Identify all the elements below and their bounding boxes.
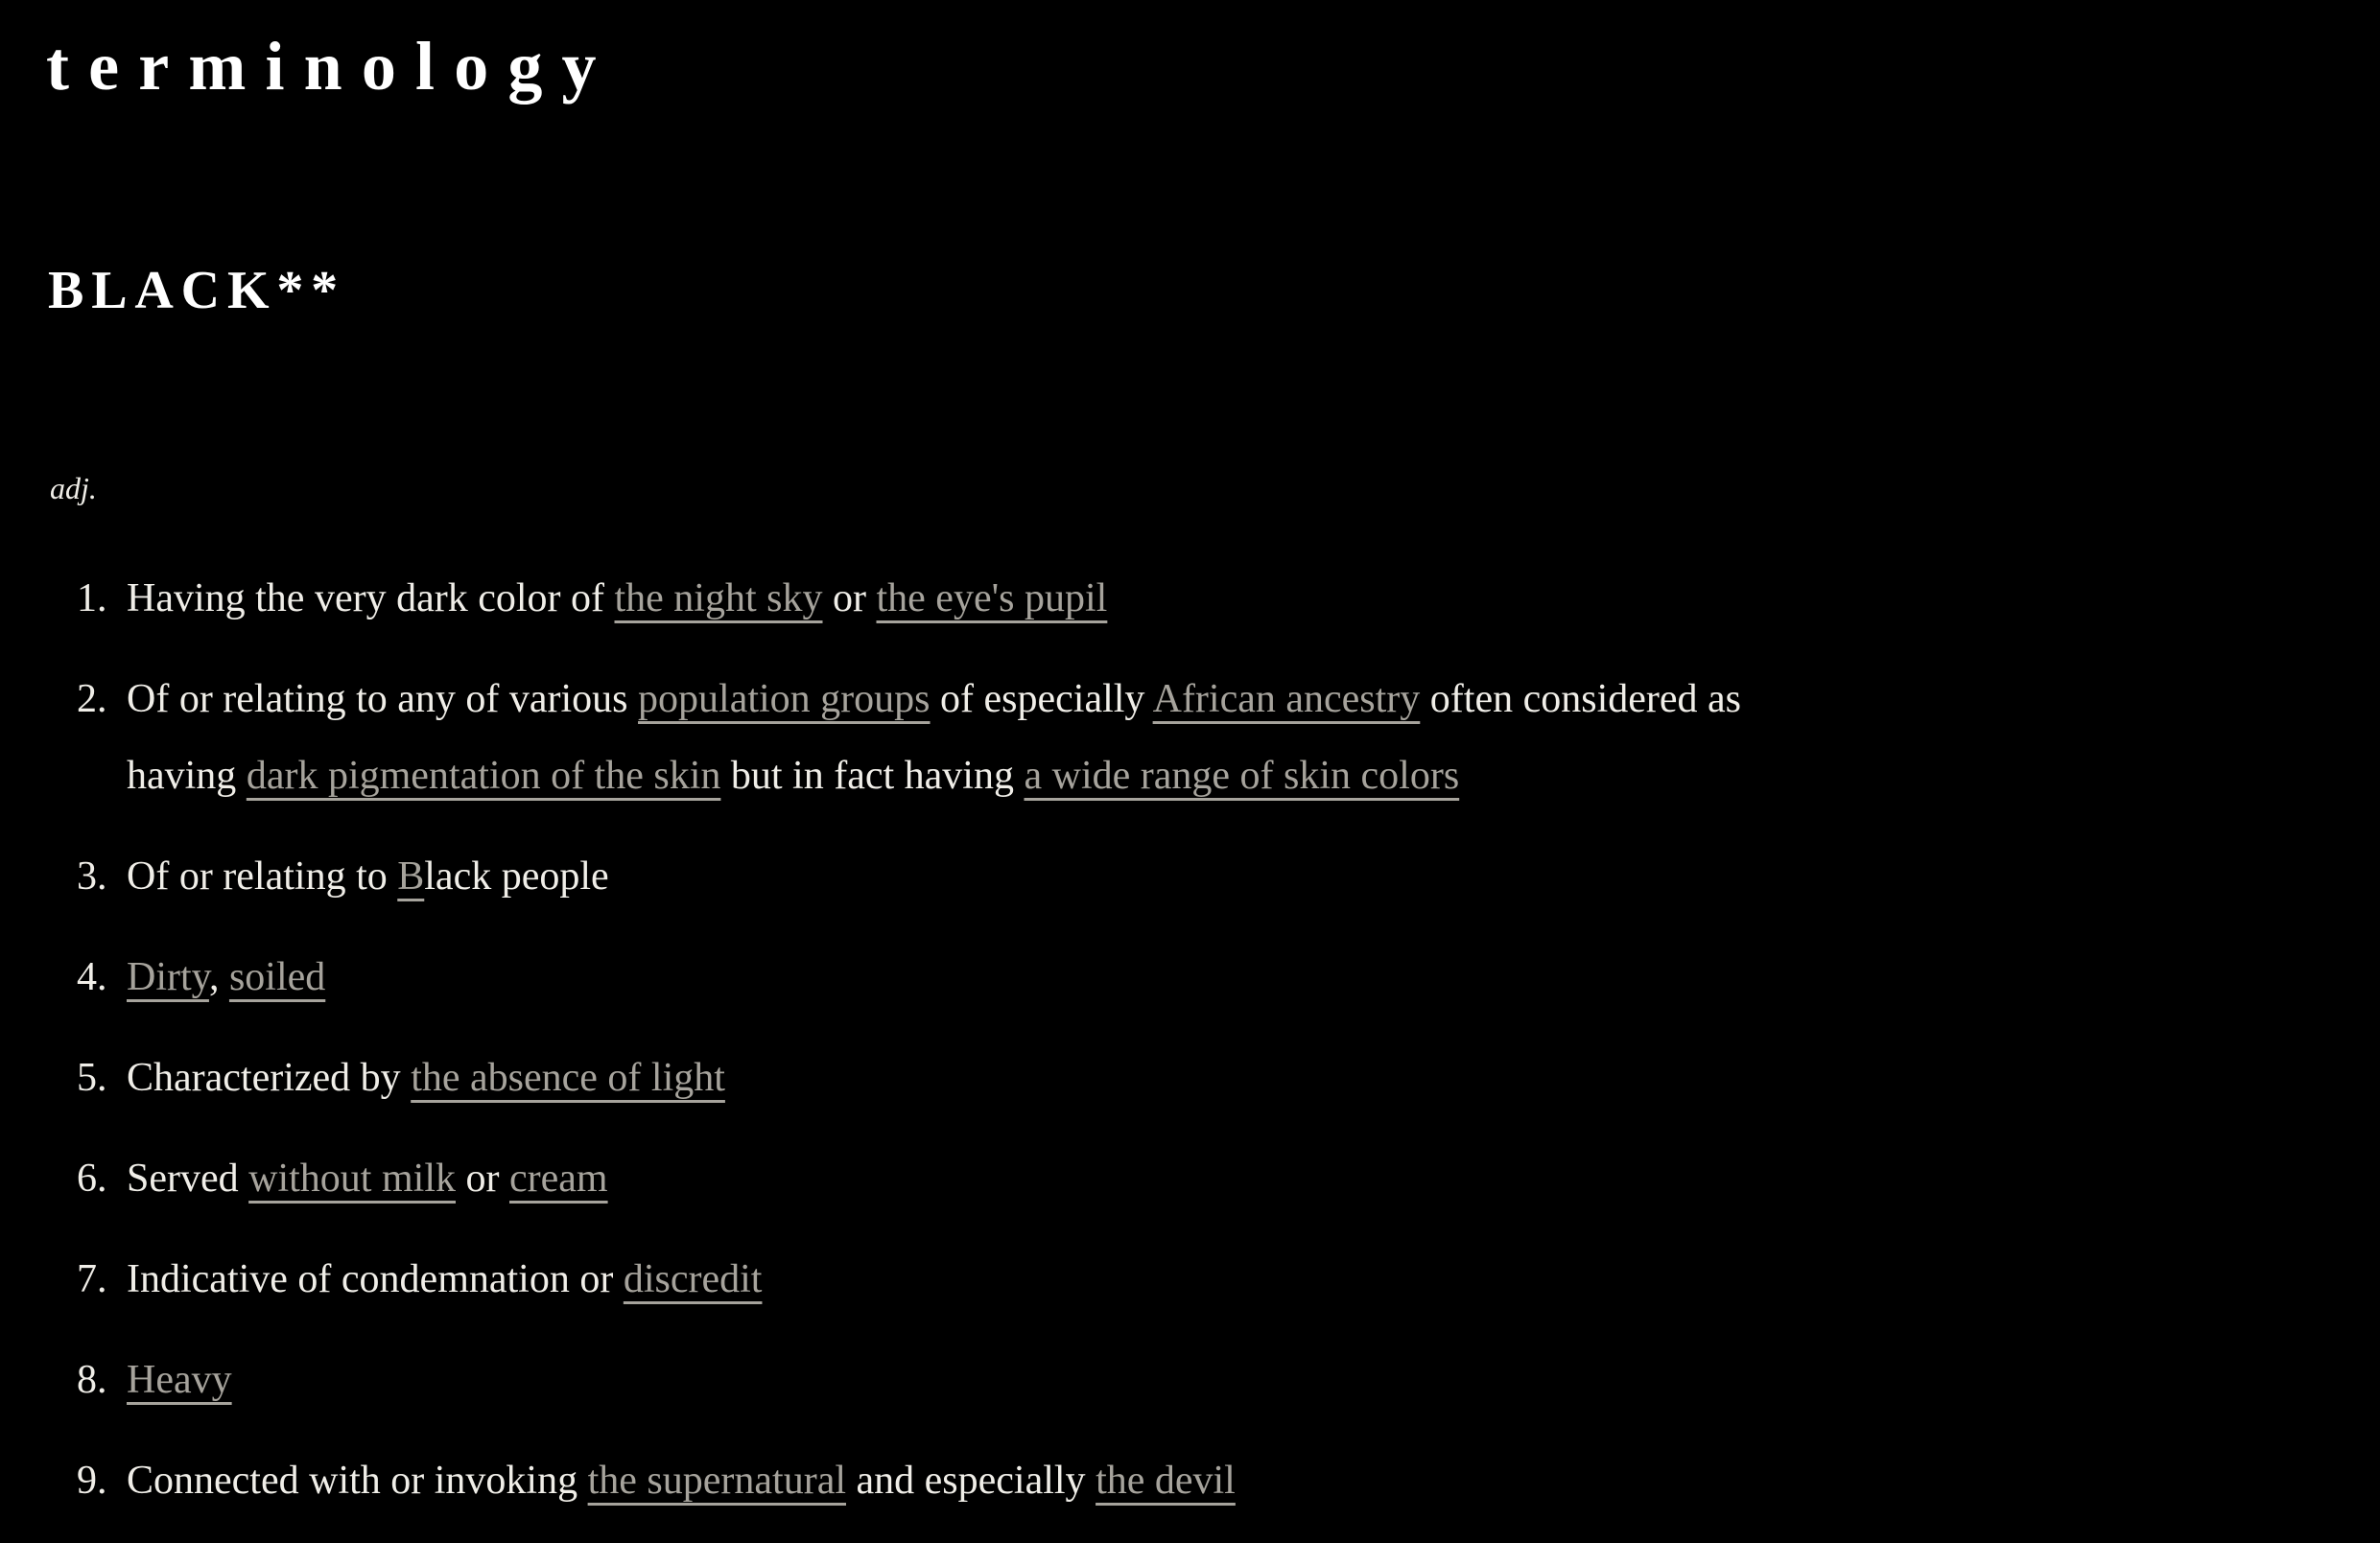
definition-link[interactable]: population groups: [638, 677, 931, 721]
definition-link[interactable]: the absence of light: [411, 1056, 725, 1100]
definition-link[interactable]: cream: [509, 1157, 608, 1201]
definition-number: 7.: [77, 1257, 107, 1301]
definition-text-segment: often considered as: [1420, 677, 1742, 721]
definitions-list: [77, 560, 2322, 1543]
definition-item: [77, 1442, 2322, 1519]
definition-text-segment: Characterized by: [127, 1056, 412, 1100]
definition-number: 6.: [77, 1157, 107, 1201]
definition-number: 4.: [77, 955, 107, 999]
definition-text-segment: of especially: [930, 677, 1153, 721]
part-of-speech-label: adj.: [50, 471, 97, 505]
definition-number: 2.: [77, 677, 107, 721]
definition-text-segment: ,: [208, 955, 229, 999]
definition-text-segment: Having the very dark color of: [127, 576, 615, 620]
term-headword: BLACK**: [48, 261, 346, 320]
definition-link[interactable]: B: [397, 854, 425, 899]
definition-link[interactable]: Heavy: [127, 1358, 232, 1402]
page-title: terminology: [46, 28, 616, 105]
definition-number: 3.: [77, 854, 107, 899]
definition-text-segment: Indicative of condemnation or: [127, 1257, 624, 1301]
definition-text: [127, 1140, 2322, 1217]
definition-text: [127, 1342, 2322, 1418]
definition-text: [127, 661, 2322, 814]
definition-link[interactable]: discredit: [623, 1257, 763, 1301]
definition-link[interactable]: the supernatural: [587, 1459, 846, 1503]
definition-number: 5.: [77, 1056, 107, 1100]
definition-item: [77, 560, 2322, 637]
definition-link[interactable]: Dirty: [127, 955, 209, 999]
definition-text-segment: Served: [127, 1157, 249, 1201]
definition-item: [77, 1241, 2322, 1318]
definition-text-segment: having: [127, 754, 247, 798]
definition-text-segment: Connected with or invoking: [127, 1459, 588, 1503]
definition-item: [77, 1140, 2322, 1217]
definition-text-segment: Of or relating to: [127, 854, 398, 899]
definition-item: [77, 939, 2322, 1016]
definition-link[interactable]: a wide range of skin colors: [1024, 754, 1460, 798]
definition-text-segment: or: [822, 576, 877, 620]
definition-text-segment: or: [456, 1157, 509, 1201]
definition-number: 8.: [77, 1358, 107, 1402]
definition-text: [127, 1040, 2322, 1116]
definition-item: [77, 661, 2322, 814]
definition-link[interactable]: dark pigmentation of the skin: [246, 754, 721, 798]
definition-number: 1.: [77, 576, 107, 620]
definition-text: [127, 1442, 2322, 1519]
definition-text-segment: but in fact having: [720, 754, 1025, 798]
definition-text-segment: and especially: [846, 1459, 1096, 1503]
definition-link[interactable]: the eye's pupil: [876, 576, 1108, 620]
definition-number: 9.: [77, 1459, 107, 1503]
definition-text: [127, 939, 2322, 1016]
definition-text: [127, 1241, 2322, 1318]
definition-link[interactable]: the night sky: [614, 576, 823, 620]
definition-link[interactable]: without milk: [248, 1157, 456, 1201]
definition-text: [127, 838, 2322, 915]
definition-text-segment: lack people: [424, 854, 609, 899]
definition-item: [77, 838, 2322, 915]
definition-item: [77, 1342, 2322, 1418]
definition-text-segment: Of or relating to any of various: [127, 677, 639, 721]
definition-link[interactable]: soiled: [228, 955, 326, 999]
definition-text: [127, 560, 2322, 637]
definition-item: [77, 1040, 2322, 1116]
definition-link[interactable]: the devil: [1096, 1459, 1236, 1503]
definition-link[interactable]: African ancestry: [1152, 677, 1421, 721]
